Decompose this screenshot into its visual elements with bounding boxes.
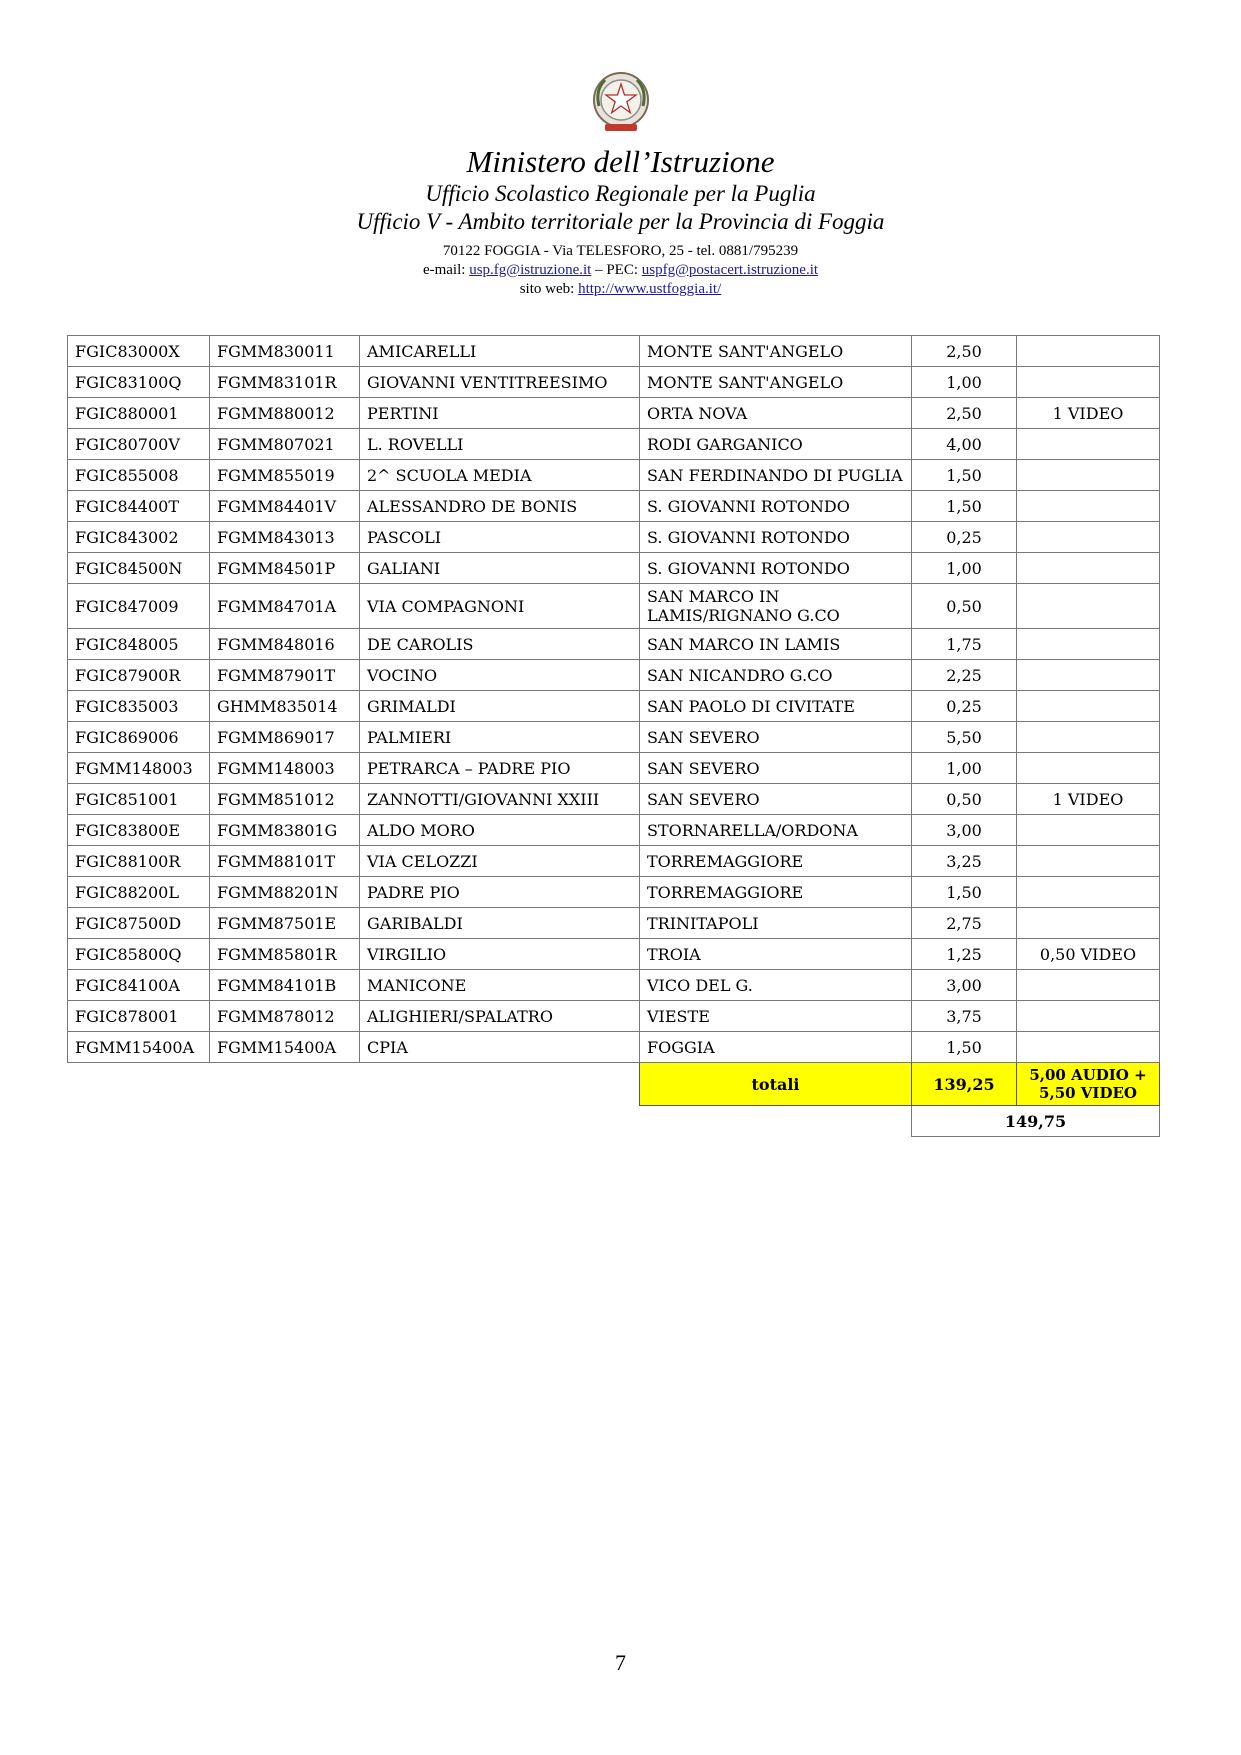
video-note: [1017, 815, 1160, 846]
hours-value: 1,00: [912, 553, 1017, 584]
schools-table: [67, 335, 1160, 1137]
institute-code: FGIC855008: [68, 460, 210, 491]
table-row: [68, 367, 1160, 398]
school-code: FGMM880012: [210, 398, 360, 429]
table-row: [68, 1032, 1160, 1063]
institute-code: FGIC878001: [68, 1001, 210, 1032]
institute-code: FGMM148003: [68, 753, 210, 784]
institute-code: FGIC84100A: [68, 970, 210, 1001]
school-code: FGMM869017: [210, 722, 360, 753]
totals-label: totali: [640, 1063, 912, 1106]
video-note: 0,50 VIDEO: [1017, 939, 1160, 970]
municipality: SAN PAOLO DI CIVITATE: [640, 691, 912, 722]
totals-extra: [1017, 1063, 1160, 1106]
institute-code: FGIC84500N: [68, 553, 210, 584]
video-note: [1017, 1001, 1160, 1032]
institute-code: FGIC84400T: [68, 491, 210, 522]
video-note: 1 VIDEO: [1017, 784, 1160, 815]
pec-link[interactable]: uspfg@postacert.istruzione.it: [641, 262, 819, 278]
blank-cell: [210, 1106, 360, 1137]
institute-code: FGMM15400A: [68, 1032, 210, 1063]
blank-cell: [68, 1106, 210, 1137]
municipality: S. GIOVANNI ROTONDO: [640, 553, 912, 584]
school-name: ALIGHIERI/SPALATRO: [360, 1001, 640, 1032]
hours-value: 4,00: [912, 429, 1017, 460]
municipality: SAN MARCO IN LAMIS: [640, 629, 912, 660]
school-name: AMICARELLI: [360, 336, 640, 367]
municipality: SAN MARCO IN LAMIS/RIGNANO G.CO: [640, 584, 912, 629]
school-code: FGMM84501P: [210, 553, 360, 584]
table-row: [68, 398, 1160, 429]
school-code: GHMM835014: [210, 691, 360, 722]
video-note: [1017, 970, 1160, 1001]
school-name: MANICONE: [360, 970, 640, 1001]
video-note: [1017, 522, 1160, 553]
municipality: SAN SEVERO: [640, 753, 912, 784]
video-note: [1017, 553, 1160, 584]
municipality: TRINITAPOLI: [640, 908, 912, 939]
school-name: DE CAROLIS: [360, 629, 640, 660]
email-label: e-mail:: [422, 262, 466, 278]
institute-code: FGIC843002: [68, 522, 210, 553]
ministry-title: Ministero dell’Istruzione: [466, 144, 775, 179]
hours-value: 0,50: [912, 784, 1017, 815]
school-code: FGMM87501E: [210, 908, 360, 939]
blank-cell: [360, 1063, 640, 1106]
video-note: [1017, 877, 1160, 908]
video-note: [1017, 336, 1160, 367]
school-code: FGMM88101T: [210, 846, 360, 877]
municipality: ORTA NOVA: [640, 398, 912, 429]
municipality: SAN SEVERO: [640, 784, 912, 815]
institute-code: FGIC85800Q: [68, 939, 210, 970]
school-name: VIA COMPAGNONI: [360, 584, 640, 629]
contact-line: [0, 261, 1241, 280]
institute-code: FGIC87900R: [68, 660, 210, 691]
table-row: [68, 753, 1160, 784]
hours-value: 1,50: [912, 877, 1017, 908]
institute-code: FGIC83800E: [68, 815, 210, 846]
website-line: [0, 280, 1241, 299]
school-code: FGMM84701A: [210, 584, 360, 629]
blank-cell: [640, 1106, 912, 1137]
school-name: 2^ SCUOLA MEDIA: [360, 460, 640, 491]
municipality: TORREMAGGIORE: [640, 877, 912, 908]
school-name: L. ROVELLI: [360, 429, 640, 460]
totals-row: [68, 1063, 1160, 1106]
regional-office: Ufficio Scolastico Regionale per la Puglia: [425, 181, 816, 206]
hours-value: 3,00: [912, 970, 1017, 1001]
page-number: 7: [615, 1650, 626, 1675]
school-code: FGMM87901T: [210, 660, 360, 691]
video-note: [1017, 584, 1160, 629]
school-name: PALMIERI: [360, 722, 640, 753]
municipality: MONTE SANT'ANGELO: [640, 336, 912, 367]
school-code: FGMM878012: [210, 1001, 360, 1032]
hours-value: 1,25: [912, 939, 1017, 970]
video-note: [1017, 629, 1160, 660]
municipality: SAN NICANDRO G.CO: [640, 660, 912, 691]
hours-value: 1,00: [912, 367, 1017, 398]
table-row: [68, 553, 1160, 584]
table-row: [68, 908, 1160, 939]
video-note: 1 VIDEO: [1017, 398, 1160, 429]
institute-code: FGIC87500D: [68, 908, 210, 939]
institute-code: FGIC880001: [68, 398, 210, 429]
blank-cell: [210, 1063, 360, 1106]
school-code: FGMM83801G: [210, 815, 360, 846]
school-code: FGMM148003: [210, 753, 360, 784]
institute-code: FGIC88200L: [68, 877, 210, 908]
hours-value: 2,75: [912, 908, 1017, 939]
hours-value: 3,00: [912, 815, 1017, 846]
school-name: VIRGILIO: [360, 939, 640, 970]
hours-value: 1,75: [912, 629, 1017, 660]
school-code: FGMM830011: [210, 336, 360, 367]
letterhead: [0, 70, 1241, 299]
table-row: [68, 522, 1160, 553]
hours-value: 3,75: [912, 1001, 1017, 1032]
school-name: ALDO MORO: [360, 815, 640, 846]
table-row: [68, 460, 1160, 491]
school-name: CPIA: [360, 1032, 640, 1063]
school-name: GARIBALDI: [360, 908, 640, 939]
hours-value: 2,50: [912, 398, 1017, 429]
school-code: FGMM85801R: [210, 939, 360, 970]
institute-code: FGIC80700V: [68, 429, 210, 460]
hours-value: 1,50: [912, 460, 1017, 491]
hours-value: 1,50: [912, 491, 1017, 522]
school-name: ALESSANDRO DE BONIS: [360, 491, 640, 522]
school-code: FGMM15400A: [210, 1032, 360, 1063]
school-code: FGMM843013: [210, 522, 360, 553]
video-note: [1017, 691, 1160, 722]
school-name: PASCOLI: [360, 522, 640, 553]
video-note: [1017, 660, 1160, 691]
school-code: FGMM88201N: [210, 877, 360, 908]
video-note: [1017, 722, 1160, 753]
table-row: [68, 1001, 1160, 1032]
school-name: GRIMALDI: [360, 691, 640, 722]
table-row: [68, 877, 1160, 908]
website-label: sito web:: [519, 281, 575, 297]
blank-cell: [68, 1063, 210, 1106]
school-name: VOCINO: [360, 660, 640, 691]
video-note: [1017, 491, 1160, 522]
table-row: [68, 336, 1160, 367]
municipality: S. GIOVANNI ROTONDO: [640, 491, 912, 522]
institute-code: FGIC835003: [68, 691, 210, 722]
schools-table-body: [68, 336, 1160, 1063]
municipality: VIESTE: [640, 1001, 912, 1032]
video-note: [1017, 460, 1160, 491]
municipality: STORNARELLA/ORDONA: [640, 815, 912, 846]
pec-label: – PEC:: [595, 262, 639, 278]
table-row: [68, 846, 1160, 877]
municipality: SAN SEVERO: [640, 722, 912, 753]
hours-value: 3,25: [912, 846, 1017, 877]
video-note: [1017, 429, 1160, 460]
totals-extra-audio: 5,00 AUDIO +: [1029, 1066, 1147, 1084]
school-name: PADRE PIO: [360, 877, 640, 908]
municipality: FOGGIA: [640, 1032, 912, 1063]
hours-value: 2,50: [912, 336, 1017, 367]
video-note: [1017, 846, 1160, 877]
institute-code: FGIC83000X: [68, 336, 210, 367]
video-note: [1017, 1032, 1160, 1063]
institute-code: FGIC869006: [68, 722, 210, 753]
grand-total: 149,75: [912, 1106, 1160, 1137]
table-row: [68, 629, 1160, 660]
hours-value: 0,50: [912, 584, 1017, 629]
school-name: VIA CELOZZI: [360, 846, 640, 877]
institute-code: FGIC848005: [68, 629, 210, 660]
table-row: [68, 784, 1160, 815]
hours-value: 5,50: [912, 722, 1017, 753]
italian-republic-emblem-icon: [591, 70, 651, 136]
school-name: ZANNOTTI/GIOVANNI XXIII: [360, 784, 640, 815]
website-link[interactable]: http://www.ustfoggia.it/: [578, 281, 722, 297]
totals-value: 139,25: [912, 1063, 1017, 1106]
school-code: FGMM851012: [210, 784, 360, 815]
institute-code: FGIC83100Q: [68, 367, 210, 398]
hours-value: 1,50: [912, 1032, 1017, 1063]
school-code: FGMM855019: [210, 460, 360, 491]
institute-code: FGIC847009: [68, 584, 210, 629]
municipality: MONTE SANT'ANGELO: [640, 367, 912, 398]
hours-value: 0,25: [912, 522, 1017, 553]
municipality: VICO DEL G.: [640, 970, 912, 1001]
school-name: PETRARCA – PADRE PIO: [360, 753, 640, 784]
table-row: [68, 584, 1160, 629]
table-row: [68, 970, 1160, 1001]
school-name: PERTINI: [360, 398, 640, 429]
blank-cell: [360, 1106, 640, 1137]
totals-extra-video: 5,50 VIDEO: [1039, 1084, 1137, 1102]
school-name: GIOVANNI VENTITREESIMO: [360, 367, 640, 398]
institute-code: FGIC88100R: [68, 846, 210, 877]
municipality: RODI GARGANICO: [640, 429, 912, 460]
table-row: [68, 429, 1160, 460]
municipality: S. GIOVANNI ROTONDO: [640, 522, 912, 553]
table-row: [68, 691, 1160, 722]
school-code: FGMM848016: [210, 629, 360, 660]
school-name: GALIANI: [360, 553, 640, 584]
video-note: [1017, 367, 1160, 398]
table-row: [68, 660, 1160, 691]
video-note: [1017, 753, 1160, 784]
email-link[interactable]: usp.fg@istruzione.it: [469, 262, 592, 278]
hours-value: 2,25: [912, 660, 1017, 691]
school-code: FGMM807021: [210, 429, 360, 460]
hours-value: 0,25: [912, 691, 1017, 722]
institute-code: FGIC851001: [68, 784, 210, 815]
table-row: [68, 815, 1160, 846]
table-row: [68, 939, 1160, 970]
municipality: SAN FERDINANDO DI PUGLIA: [640, 460, 912, 491]
local-office: Ufficio V - Ambito territoriale per la Provincia di Foggia: [356, 209, 885, 234]
table-row: [68, 722, 1160, 753]
postal-address: 70122 FOGGIA - Via TELESFORO, 25 - tel. 0881/795239: [442, 243, 799, 259]
school-code: FGMM83101R: [210, 367, 360, 398]
school-code: FGMM84401V: [210, 491, 360, 522]
municipality: TROIA: [640, 939, 912, 970]
grand-total-row: [68, 1106, 1160, 1137]
municipality: TORREMAGGIORE: [640, 846, 912, 877]
hours-value: 1,00: [912, 753, 1017, 784]
video-note: [1017, 908, 1160, 939]
school-code: FGMM84101B: [210, 970, 360, 1001]
table-row: [68, 491, 1160, 522]
